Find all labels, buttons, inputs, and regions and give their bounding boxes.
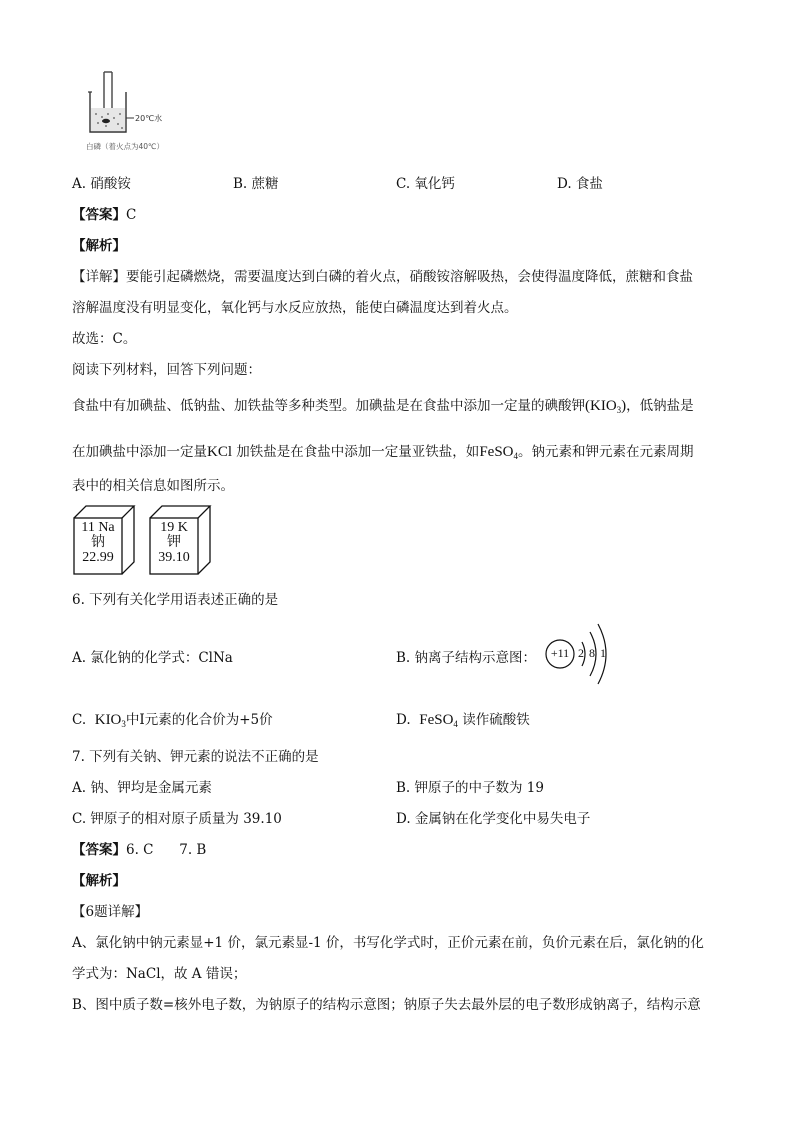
q6-option-b: B. 钠离子结构示意图： xyxy=(396,650,537,666)
answer-value-2: 6. C 7. B xyxy=(126,842,207,858)
detail6-line-1: A、氯化钠中钠元素显+1 价，氯元素显-1 价，书写化学式时，正价元素在前，负价元素在后，氯化钠的化 xyxy=(72,935,704,951)
sodium-structure-diagram xyxy=(540,622,610,690)
conclusion-1: 故选：C。 xyxy=(72,331,137,347)
analysis-tag: 【解析】 xyxy=(72,238,126,254)
material-line-1 xyxy=(72,394,694,415)
material-text-1a: 食盐中有加碘盐、低钠盐、加铁盐等多种类型。加碘盐是在食盐中添加一定量的碘酸钾 xyxy=(72,398,585,414)
reading-intro: 阅读下列材料，回答下列问题： xyxy=(72,362,261,378)
detail-line-1 xyxy=(72,265,693,285)
q5-option-d: D. 食盐 xyxy=(557,176,603,192)
material-line-2 xyxy=(72,440,694,461)
potassium-card xyxy=(150,520,198,565)
kio3-formula-c: $KIO_3$ xyxy=(94,712,126,729)
q5-option-a: A. 硝酸铵 xyxy=(72,176,131,192)
feso4-formula-d: FeSO$_4$ xyxy=(419,712,458,729)
q7-stem: 7. 下列有关钠、钾元素的说法不正确的是 xyxy=(72,749,319,765)
sodium-header: 11 Na xyxy=(81,520,115,535)
potassium-header: 19 K xyxy=(160,520,188,535)
material-text-2c: 。钠元素和钾元素在元素周期 xyxy=(518,444,694,460)
feso4-formula: FeSO$_4$ xyxy=(479,444,518,461)
detail-tag: 【详解】 xyxy=(72,269,126,285)
answer-tag-2: 【答案】 xyxy=(72,842,126,858)
shell-electrons: 2 8 1 xyxy=(578,646,607,660)
detail-line-2: 溶解温度没有明显变化，氧化钙与水反应放热，能使白磷温度达到着火点。 xyxy=(72,300,518,316)
q7-option-a: A. 钠、钾均是金属元素 xyxy=(72,780,212,796)
element-cards xyxy=(72,504,222,576)
answer-line-1 xyxy=(72,203,136,223)
material-text-2b: 加铁盐是在食盐中添加一定量亚铁盐，如 xyxy=(232,444,480,460)
potassium-name: 钾 xyxy=(167,535,181,550)
q6-option-c: C. $KIO_3$中Ⅰ元素的化合价为+5价 xyxy=(72,712,273,729)
q6-stem: 6. 下列有关化学用语表述正确的是 xyxy=(72,592,279,608)
beaker-caption: 白磷（着火点为40℃） xyxy=(86,142,164,151)
water-label: 20℃水 xyxy=(135,114,163,123)
detail6-line-2: 学式为：NaCl，故 A 错误； xyxy=(72,966,247,982)
q7-option-b: B. 钾原子的中子数为 19 xyxy=(396,780,544,796)
answer-value: C xyxy=(126,207,137,223)
detail-text-1: 要能引起磷燃烧，需要温度达到白磷的着火点，硝酸铵溶解吸热，会使得温度降低，蔗糖和食盐 xyxy=(126,269,693,285)
q5-option-c: C. 氧化钙 xyxy=(396,176,455,192)
q7-option-c: C. 钾原子的相对原子质量为 39.10 xyxy=(72,811,282,827)
answer-line-2 xyxy=(72,838,206,858)
q5-option-b: B. 蔗糖 xyxy=(233,176,279,192)
q6-option-d: D. FeSO$_4$ 读作硫酸铁 xyxy=(396,712,530,729)
nucleus-label: +11 xyxy=(550,646,570,660)
material-text-1b: ，低钠盐是 xyxy=(626,398,694,414)
analysis-tag-2: 【解析】 xyxy=(72,873,126,889)
potassium-mass: 39.10 xyxy=(158,550,190,565)
sodium-mass: 22.99 xyxy=(82,550,114,565)
sodium-name: 钠 xyxy=(91,535,105,550)
q7-option-d: D. 金属钠在化学变化中易失电子 xyxy=(396,811,591,827)
kio3-formula: $(KIO_3)$ xyxy=(585,398,627,415)
material-line-3: 表中的相关信息如图所示。 xyxy=(72,478,234,494)
detail6-line-3: B、图中质子数=核外电子数，为钠原子的结构示意图；钠原子失去最外层的电子数形成钠离子，结构示意 xyxy=(72,997,701,1013)
beaker-figure xyxy=(84,70,174,152)
detail6-tag: 【6题详解】 xyxy=(72,904,149,920)
q6-option-a: A. 氯化钠的化学式：ClNa xyxy=(72,650,233,666)
kcl-formula: KCl xyxy=(207,444,233,460)
answer-tag: 【答案】 xyxy=(72,207,126,223)
material-text-2a: 在加碘盐中添加一定量 xyxy=(72,444,207,460)
sodium-card xyxy=(74,520,122,565)
